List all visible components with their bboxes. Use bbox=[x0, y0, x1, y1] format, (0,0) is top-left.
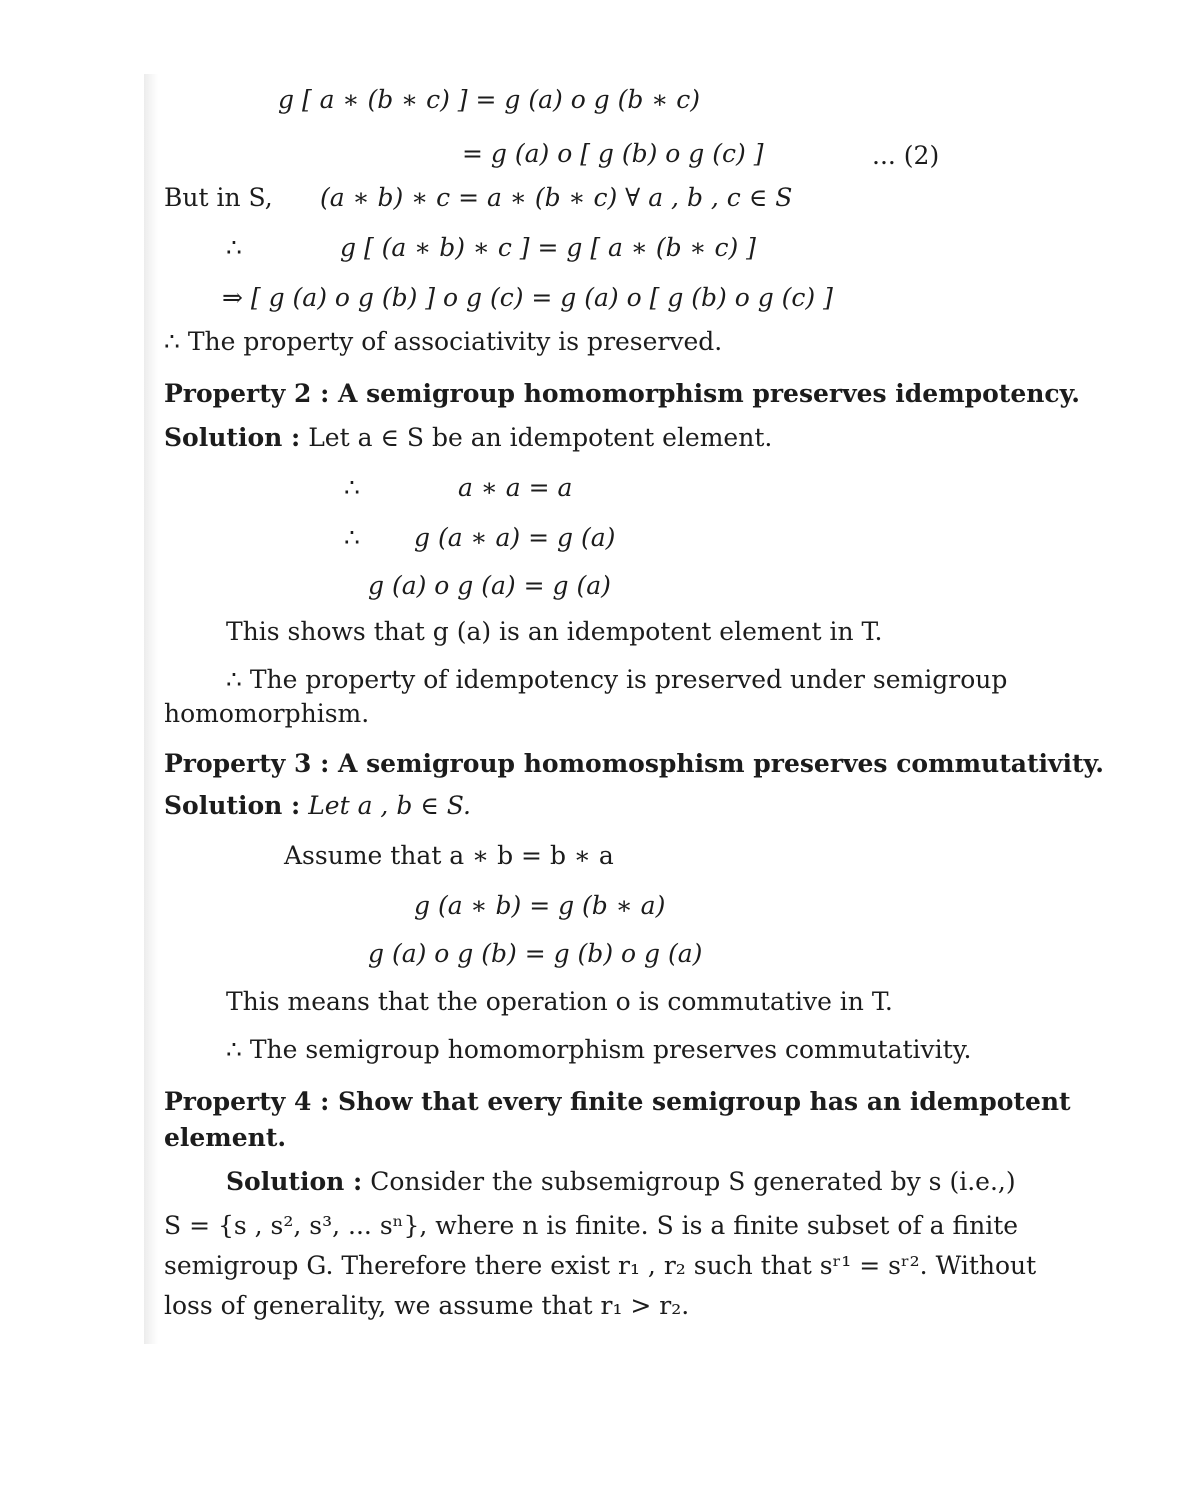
text-line: But in S, bbox=[164, 183, 273, 212]
property-heading: Property 3 : A semigroup homomosphism preserves commutativity. bbox=[164, 749, 1104, 778]
solution-line bbox=[164, 422, 772, 454]
equation-line: = g (a) o [ g (b) o g (c) ] bbox=[462, 139, 764, 168]
property-heading: Property 2 : A semigroup homomorphism preserves idempotency. bbox=[164, 379, 1081, 408]
text-line: This means that the operation o is commutative in T. bbox=[226, 987, 893, 1016]
property-heading: element. bbox=[164, 1123, 287, 1152]
text-line: semigroup G. Therefore there exist r₁ , r₂ such that sʳ¹ = sʳ². Without bbox=[164, 1251, 1037, 1280]
equation-line: a ∗ a = a bbox=[458, 473, 573, 502]
equation-line: g (a ∗ b) = g (b ∗ a) bbox=[414, 891, 666, 920]
text-line: Assume that a ∗ b = b ∗ a bbox=[284, 841, 614, 870]
equation-line: g (a ∗ a) = g (a) bbox=[414, 523, 616, 552]
solution-label: Solution : bbox=[164, 423, 301, 452]
solution-text: Consider the subsemigroup S generated by s (i.e.,) bbox=[370, 1167, 1016, 1196]
conclusion-text: ∴ The property of associativity is preserved. bbox=[164, 327, 723, 356]
solution-label: Solution : bbox=[164, 791, 301, 820]
therefore-symbol: ∴ bbox=[226, 233, 242, 262]
solution-text: Let a , b ∈ S. bbox=[308, 791, 471, 820]
text-line: S = {s , s², s³, ... sⁿ}, where n is finite. S is a finite subset of a finite bbox=[164, 1211, 1019, 1240]
solution-line bbox=[164, 790, 471, 822]
conclusion-text: ∴ The semigroup homomorphism preserves commutativity. bbox=[226, 1035, 972, 1064]
text-line: This shows that g (a) is an idempotent element in T. bbox=[226, 617, 883, 646]
therefore-symbol: ∴ bbox=[344, 523, 360, 552]
solution-line bbox=[226, 1166, 1016, 1198]
therefore-symbol: ∴ bbox=[344, 473, 360, 502]
equation-line: g [ a ∗ (b ∗ c) ] = g (a) o g (b ∗ c) bbox=[278, 85, 701, 114]
solution-label: Solution : bbox=[226, 1167, 363, 1196]
conclusion-text: homomorphism. bbox=[164, 699, 370, 728]
property-heading: Property 4 : Show that every finite semigroup has an idempotent bbox=[164, 1087, 1071, 1116]
equation-line: g (a) o g (a) = g (a) bbox=[368, 571, 611, 600]
scan-shadow bbox=[144, 74, 158, 1344]
text-line: loss of generality, we assume that r₁ > r₂. bbox=[164, 1291, 690, 1320]
conclusion-text: ∴ The property of idempotency is preserved under semigroup bbox=[226, 665, 1008, 694]
equation-line: ⇒ [ g (a) o g (b) ] o g (c) = g (a) o [ g (b) o g (c) ] bbox=[222, 283, 833, 312]
equation-number: ... (2) bbox=[872, 141, 940, 170]
equation-line: g [ (a ∗ b) ∗ c ] = g [ a ∗ (b ∗ c) ] bbox=[340, 233, 756, 262]
equation-line: g (a) o g (b) = g (b) o g (a) bbox=[368, 939, 703, 968]
solution-text: Let a ∈ S be an idempotent element. bbox=[308, 423, 773, 452]
equation-line: (a ∗ b) ∗ c = a ∗ (b ∗ c) ∀ a , b , c ∈ S bbox=[320, 183, 793, 212]
